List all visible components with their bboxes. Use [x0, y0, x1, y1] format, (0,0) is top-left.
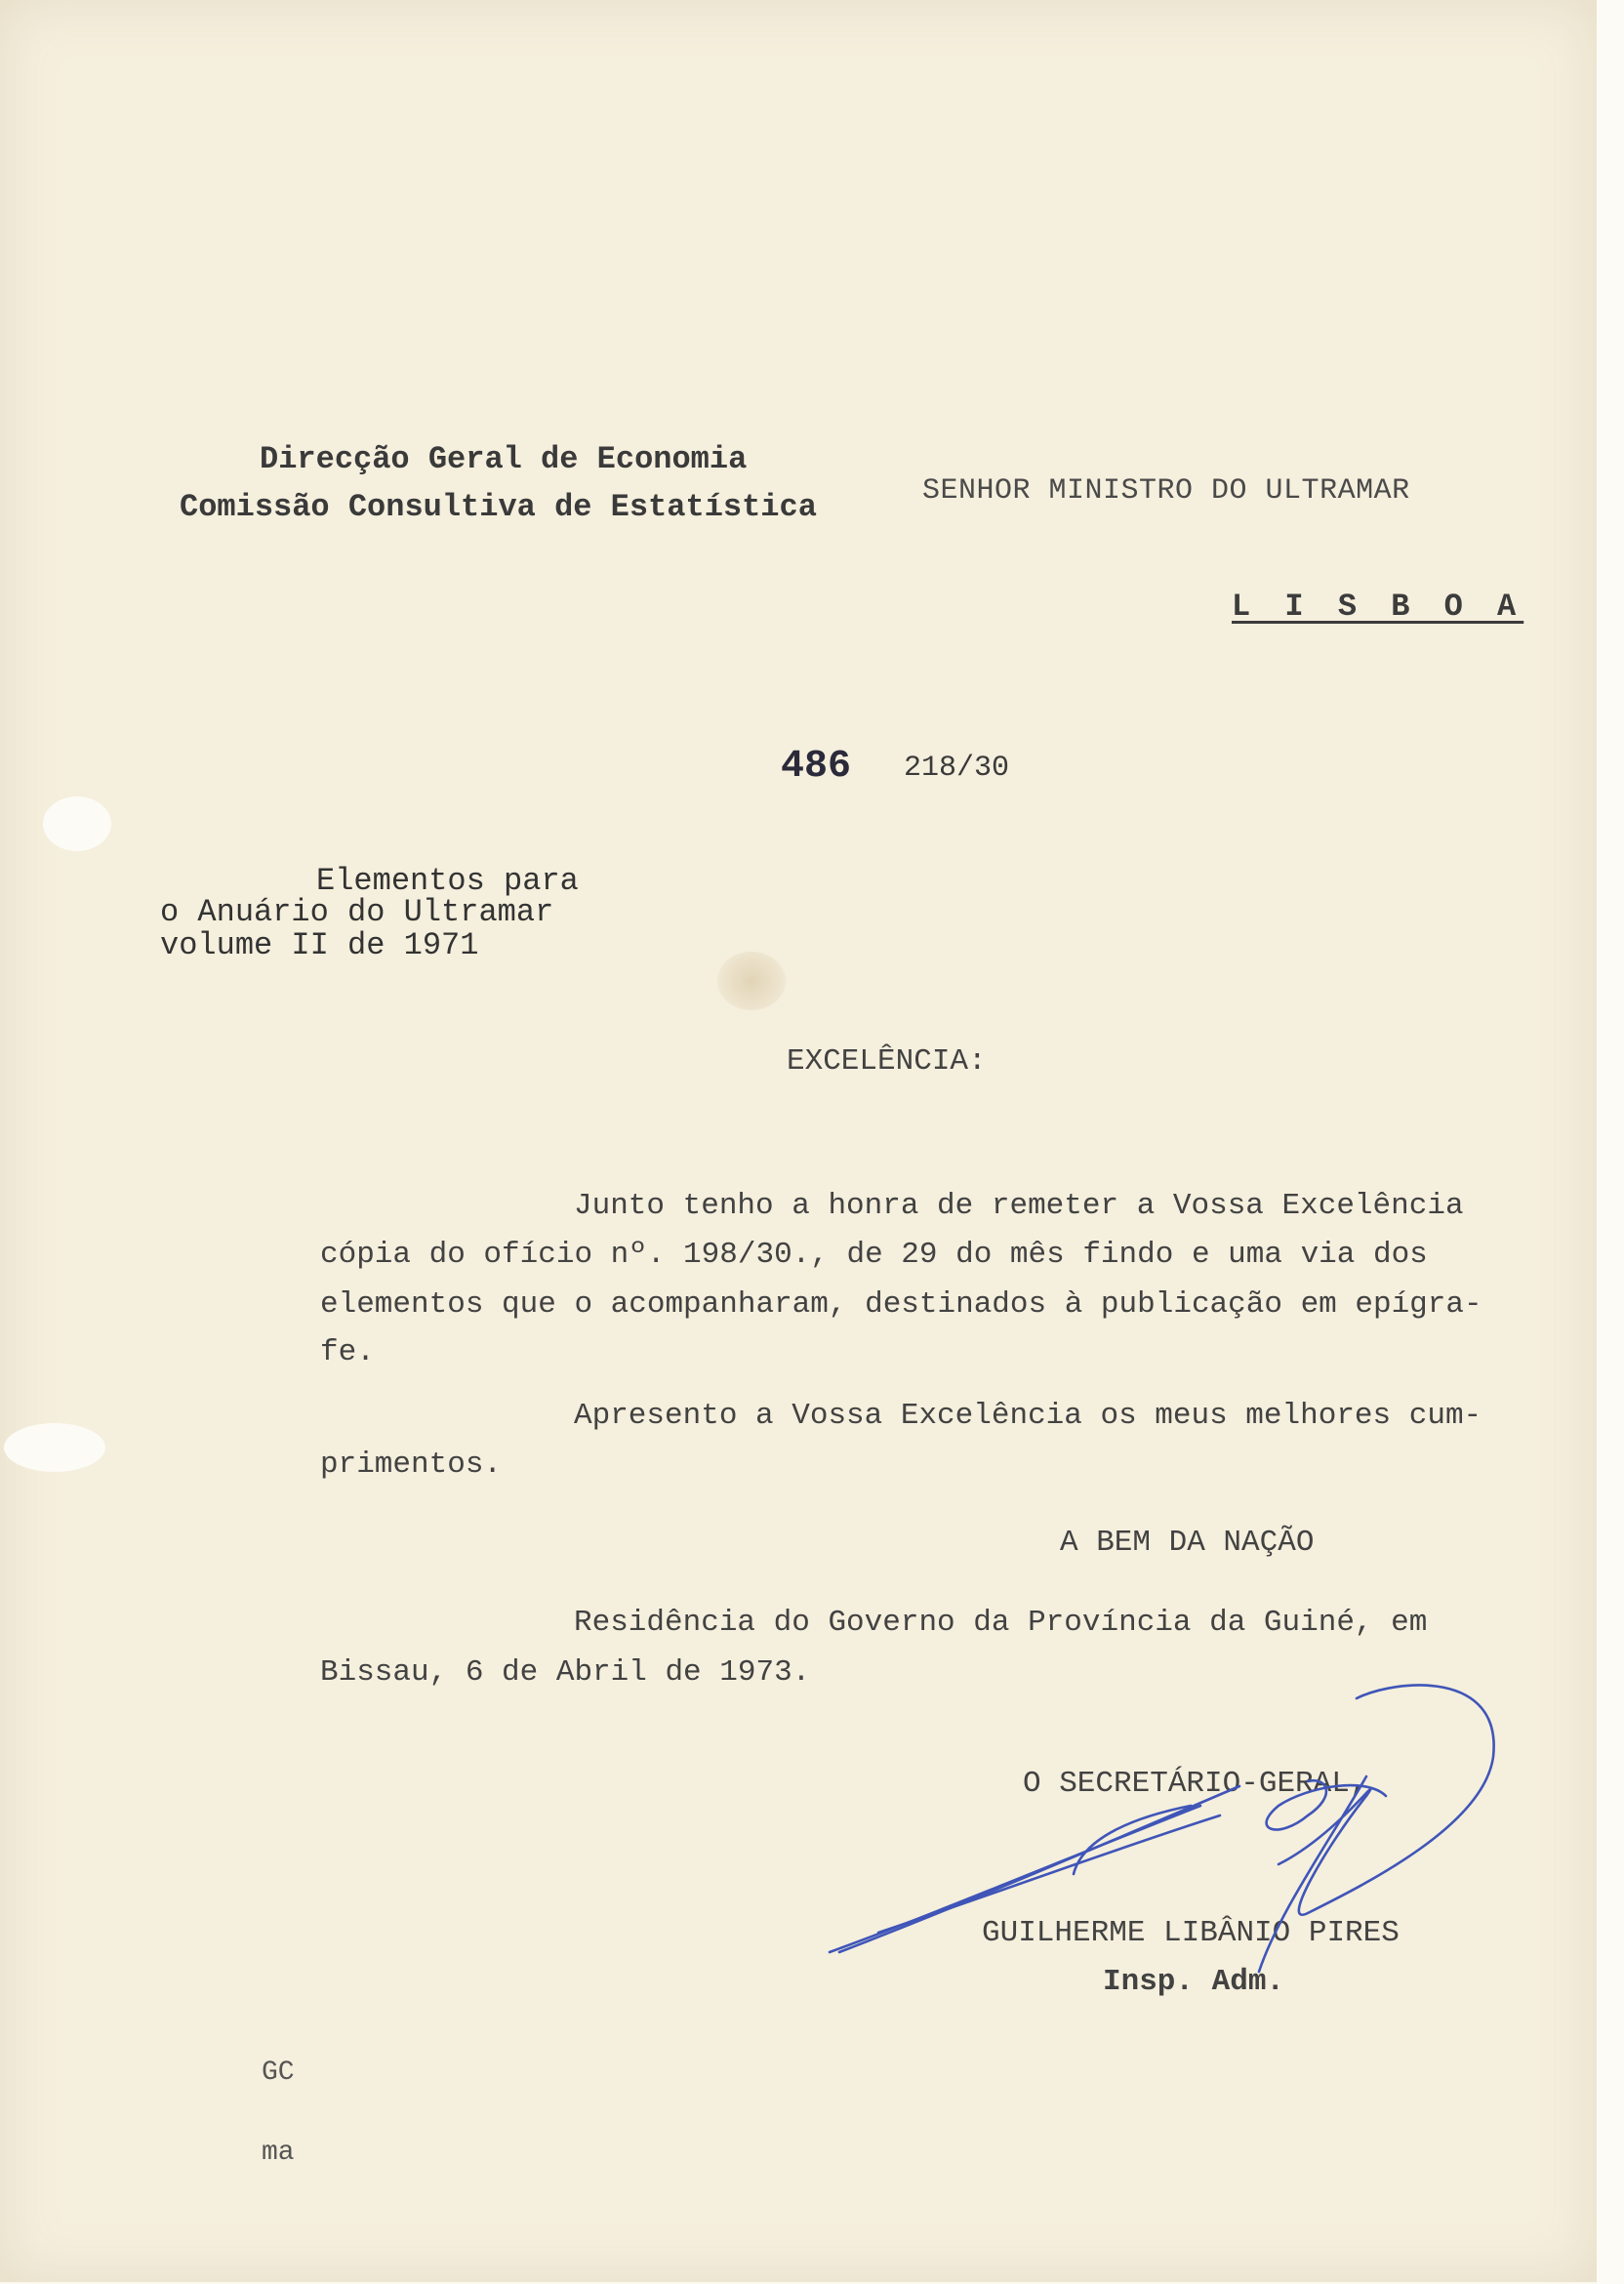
- place-date-line-2: Bissau, 6 de Abril de 1973.: [320, 1655, 811, 1690]
- body-paragraph-1-line-3: elementos que o acompanharam, destinados à publicação em epígra-: [320, 1287, 1482, 1322]
- subject-line-1: Elementos para: [316, 863, 579, 899]
- body-paragraph-2-line-1: Apresento a Vossa Excelência os meus melhores cum-: [574, 1399, 1482, 1433]
- punch-hole-bottom: [4, 1423, 105, 1472]
- paper-stain: [717, 952, 786, 1010]
- body-paragraph-1-line-1: Junto tenho a honra de remeter a Vossa Excelência: [574, 1189, 1464, 1223]
- typist-initials-2: ma: [262, 2138, 295, 2168]
- handwritten-signature: [820, 1669, 1522, 1991]
- sender-line-2: Comissão Consultiva de Estatística: [180, 489, 817, 525]
- subject-line-3: volume II de 1971: [160, 927, 479, 963]
- place-date-line-1: Residência do Governo da Província da Guiné, em: [574, 1606, 1428, 1640]
- reference-code: 218/30: [904, 752, 1010, 785]
- closing-formula: A BEM DA NAÇÃO: [1060, 1526, 1315, 1560]
- body-paragraph-1-line-2: cópia do ofício nº. 198/30., de 29 do mês findo e uma via dos: [320, 1238, 1428, 1272]
- signatory-name: GUILHERME LIBÂNIO PIRES: [982, 1916, 1400, 1950]
- salutation: EXCELÊNCIA:: [787, 1044, 987, 1079]
- subject-line-2: o Anuário do Ultramar: [160, 894, 554, 930]
- signatory-role: O SECRETÁRIO-GERAL,: [1023, 1767, 1368, 1801]
- signatory-position: Insp. Adm.: [1103, 1965, 1285, 1999]
- typist-initials-1: GC: [262, 2058, 295, 2088]
- punch-hole-top: [43, 796, 111, 851]
- recipient-title: SENHOR MINISTRO DO ULTRAMAR: [922, 474, 1410, 508]
- reference-number: 486: [781, 745, 852, 789]
- body-paragraph-2-line-2: primentos.: [320, 1448, 503, 1482]
- body-paragraph-1-line-4: fe.: [320, 1335, 375, 1369]
- recipient-city: L I S B O A: [1232, 589, 1524, 625]
- scan-margin: [1597, 0, 1624, 2284]
- sender-line-1: Direcção Geral de Economia: [260, 441, 748, 477]
